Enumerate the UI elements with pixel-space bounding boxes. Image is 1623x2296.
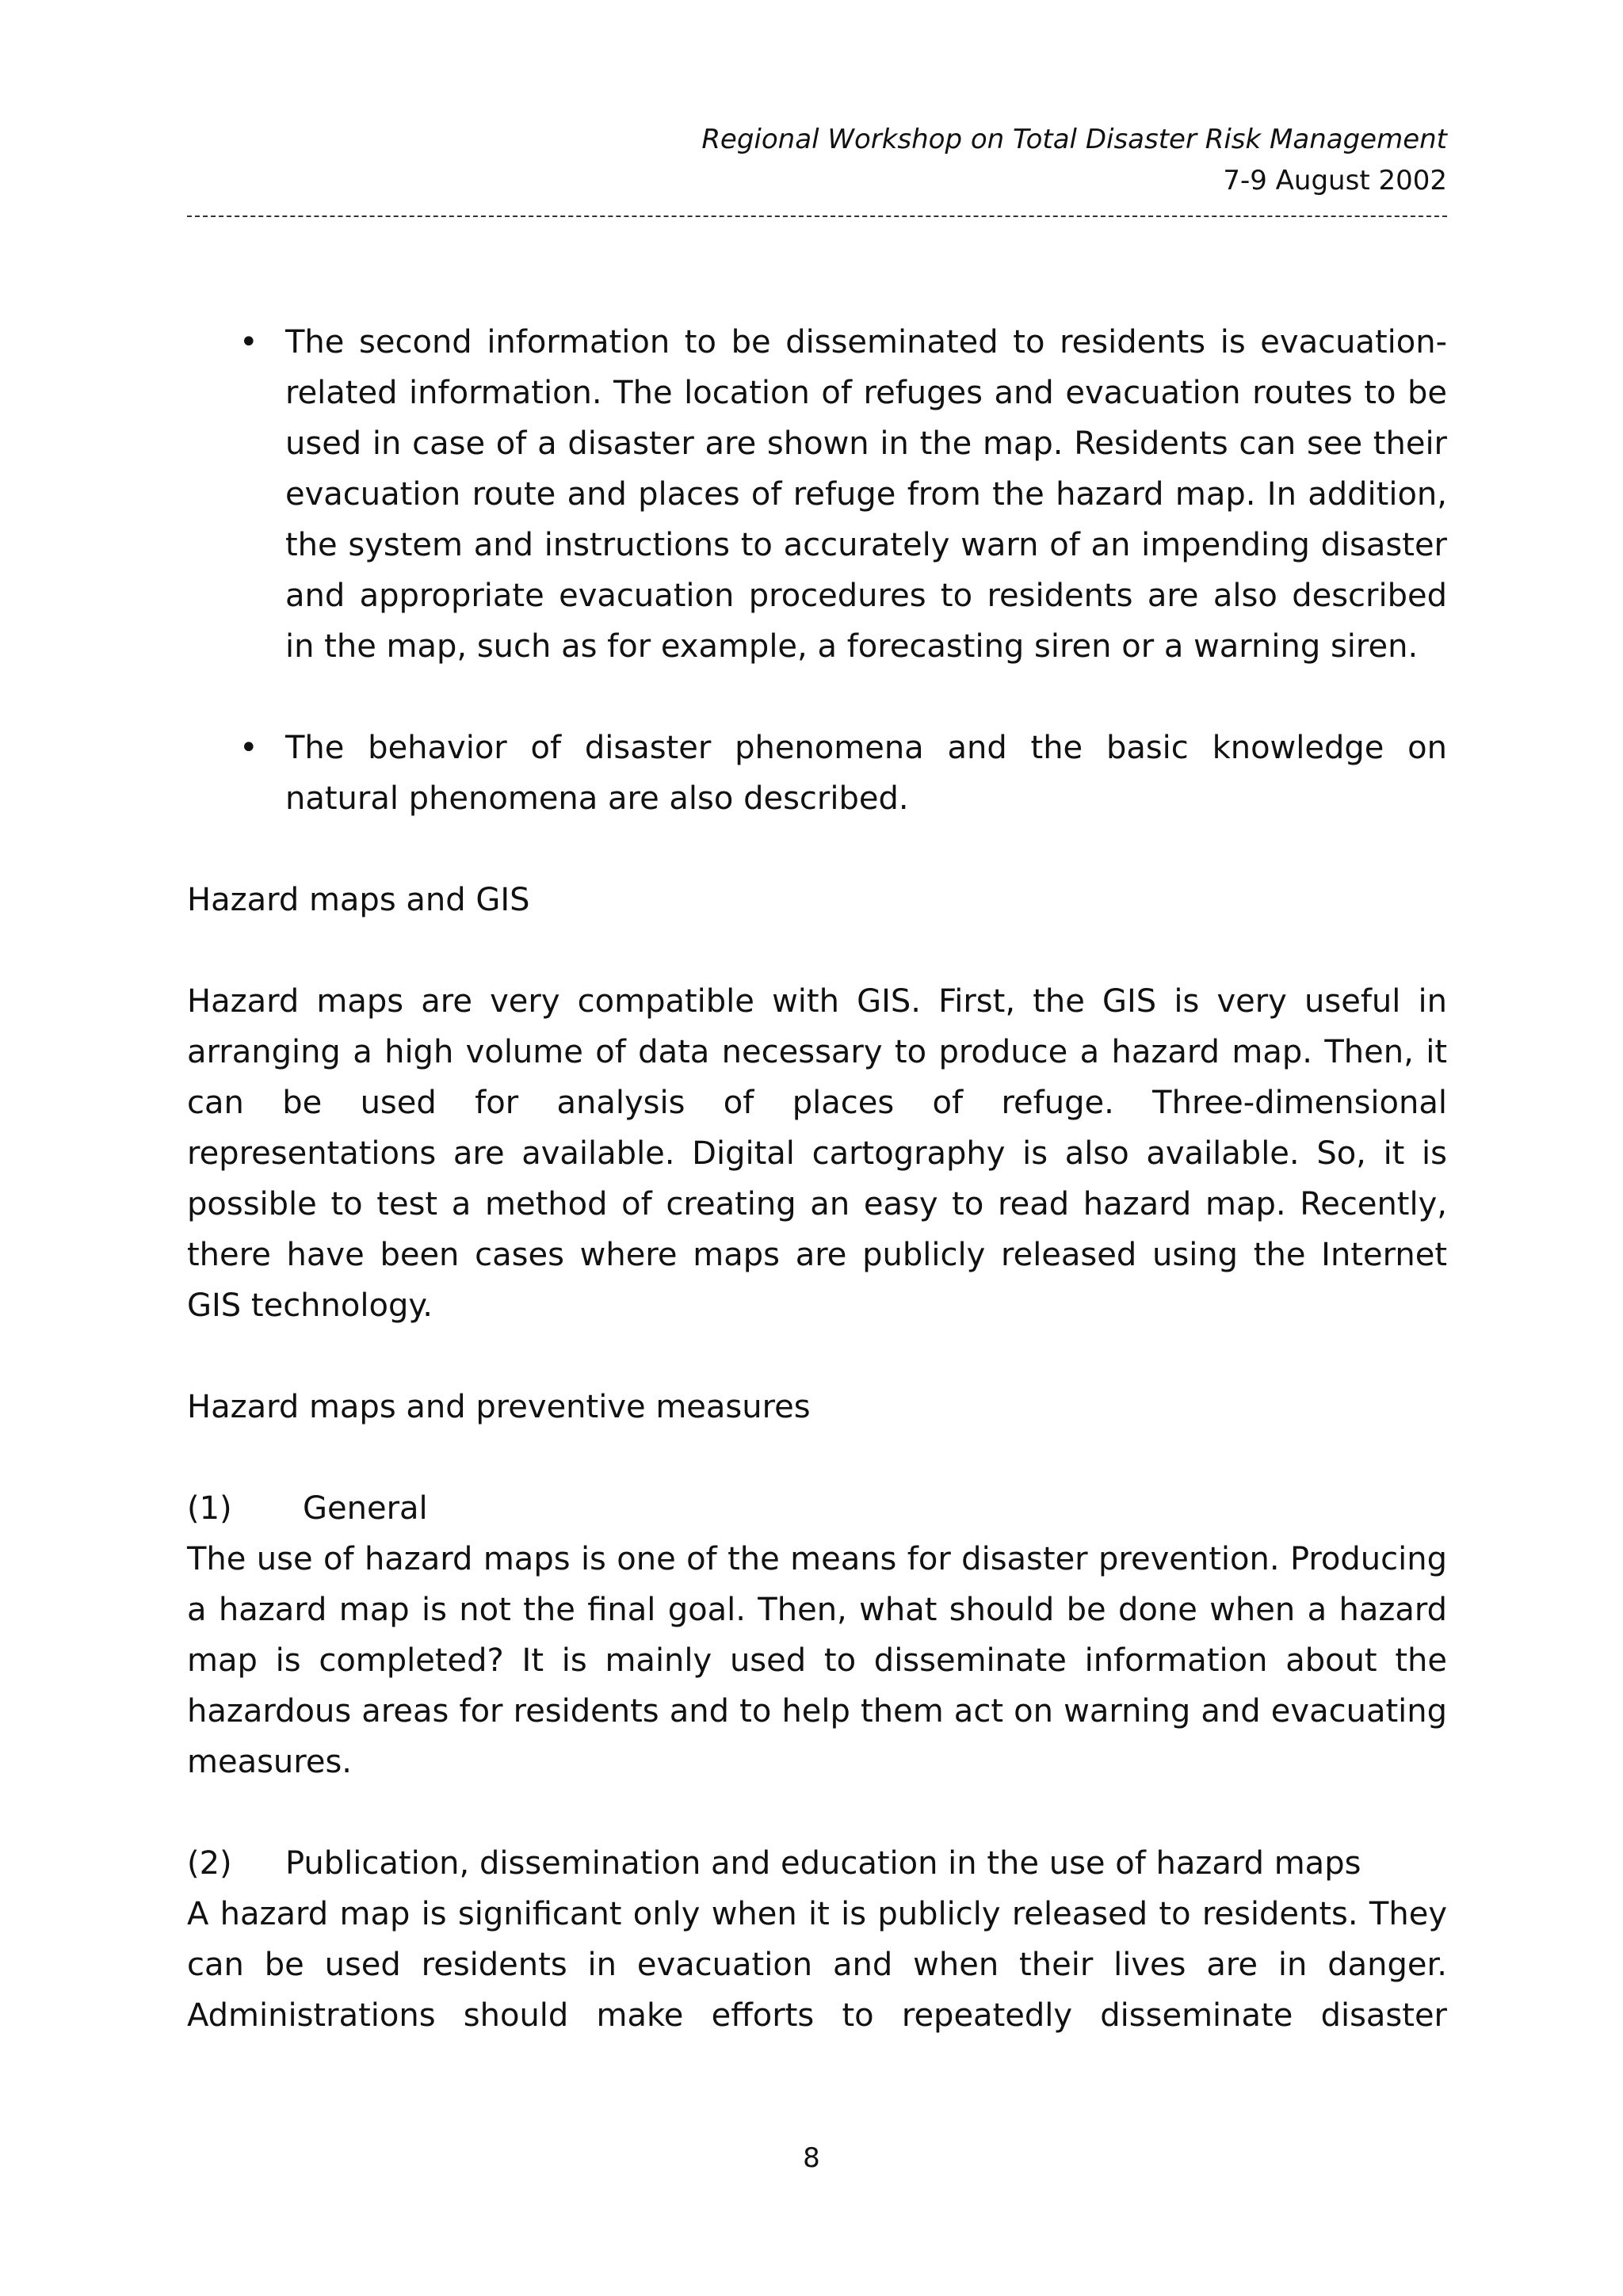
- subsection-title: Publication, dissemination and education in the use of hazard maps: [285, 1845, 1361, 1882]
- header-divider: [187, 215, 1447, 217]
- bullet-icon: •: [239, 730, 258, 766]
- page-body: [187, 317, 1447, 2041]
- subsection-body-publication: A hazard map is significant only when it is publicly released to residents. They can be used residents in evacuation and when their lives are in danger. Administrations should make efforts to repeatedly disseminate disaster: [187, 1896, 1447, 2034]
- subsection-number: (2): [187, 1845, 232, 1882]
- page-number: 8: [803, 2142, 820, 2174]
- bullet-text: The behavior of disaster phenomena and the basic knowledge on natural phenomena are also described.: [285, 730, 1447, 817]
- subsection-title: General: [303, 1490, 428, 1527]
- section-heading-preventive: Hazard maps and preventive measures: [187, 1389, 811, 1425]
- section-heading-gis: Hazard maps and GIS: [187, 882, 530, 918]
- header-event-title: Regional Workshop on Total Disaster Risk Management: [701, 124, 1447, 155]
- bullet-item: [187, 723, 1447, 824]
- subsection-heading-general: [187, 1483, 1447, 1534]
- bullet-icon: •: [239, 324, 258, 360]
- subsection-body-general: The use of hazard maps is one of the means for disaster prevention. Producing a hazard map is not the final goal. Then, what should be done when a hazard map is completed? It is mainly used to disseminate information about the hazardous areas for residents and to help them act on warning and evacuating measures.: [187, 1541, 1447, 1780]
- bullet-item: [187, 317, 1447, 672]
- running-header: [701, 119, 1447, 201]
- subsection-number: (1): [187, 1490, 232, 1527]
- subsection-heading-publication: [187, 1838, 1447, 1889]
- bullet-text: The second information to be disseminated to residents is evacuation-related information. The location of refuges and evacuation routes to be used in case of a disaster are shown in the map. Residents can see their evacuation route and places of refuge from the hazard map. In addition, the system and instructions to accurately warn of an impending disaster and appropriate evacuation procedures to residents are also described in the map, such as for example, a forecasting siren or a warning siren.: [285, 324, 1447, 665]
- header-date: 7-9 August 2002: [1223, 165, 1447, 196]
- section-body-gis: Hazard maps are very compatible with GIS. First, the GIS is very useful in arranging a high volume of data necessary to produce a hazard map. Then, it can be used for analysis of places of refuge. Three-dimensional representations are available. Digital cartography is also available. So, it is possible to test a method of creating an easy to read hazard map. Recently, there have been cases where maps are publicly released using the Internet GIS technology.: [187, 983, 1447, 1324]
